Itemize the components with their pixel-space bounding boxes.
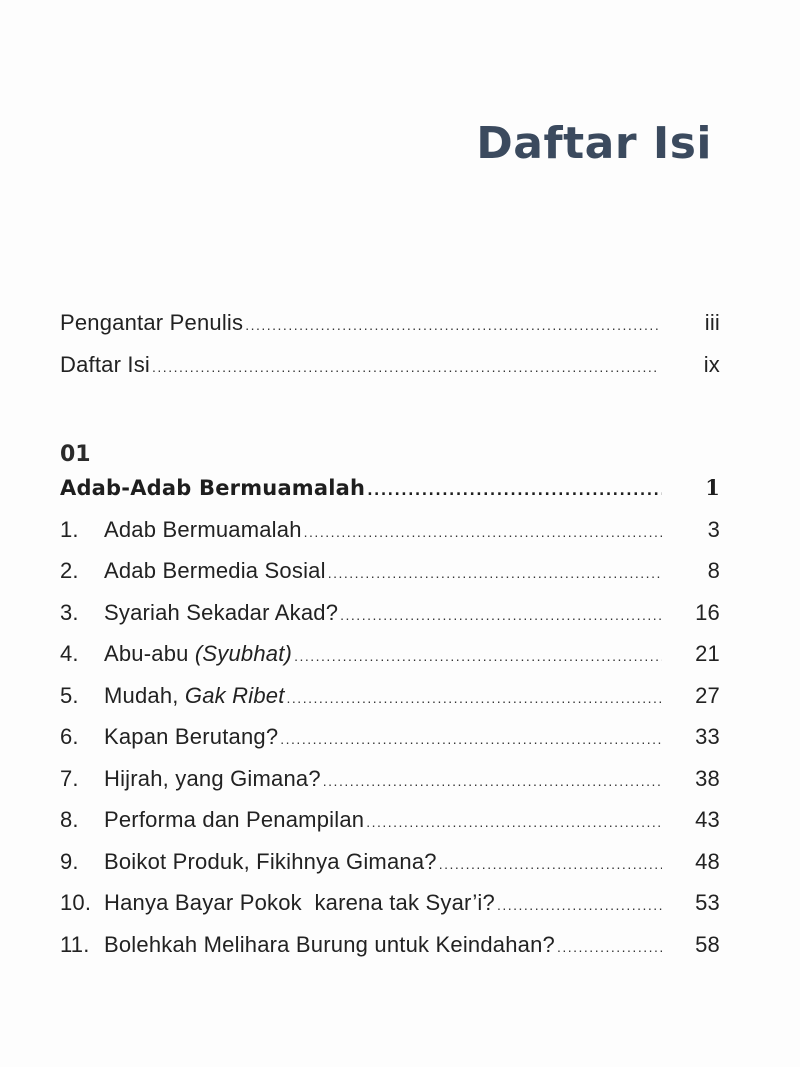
toc-entry xyxy=(60,724,720,766)
chapter-page: 1 xyxy=(705,475,720,500)
toc-entry-page: 38 xyxy=(695,765,720,791)
dot-leader xyxy=(557,939,662,955)
toc-entry-number: 2. xyxy=(60,558,79,583)
toc-entry-front-matter xyxy=(60,310,720,352)
toc-entry xyxy=(60,932,720,974)
toc-entry-label-text: Bolehkah Melihara Burung untuk Keindahan? xyxy=(104,931,555,957)
toc-entry-label xyxy=(104,517,302,543)
toc-entry-label: Pengantar Penulis xyxy=(60,310,244,335)
dot-leader xyxy=(280,731,662,747)
toc-entry-page: 3 xyxy=(707,516,720,542)
toc-entry-number: 3. xyxy=(60,599,79,625)
toc-entry-label xyxy=(104,849,437,875)
toc-entry xyxy=(60,600,720,642)
toc-entry-number: 1. xyxy=(60,516,79,542)
toc-entry-front-matter xyxy=(60,352,720,394)
toc-entry-page: ix xyxy=(703,351,720,377)
dot-leader xyxy=(366,814,662,830)
dot-leader xyxy=(439,856,662,872)
toc-entry-label-text: Hijrah, yang Gimana? xyxy=(104,765,321,791)
toc-entry-number: 4. xyxy=(60,641,79,666)
toc-entry-label-italic: (Syubhat) xyxy=(194,641,293,666)
toc-entry-label xyxy=(104,890,495,916)
toc-entry-label-text: Mudah, xyxy=(104,682,185,708)
toc-items-list xyxy=(60,517,720,974)
toc-entry-number: 5. xyxy=(60,682,79,708)
toc-entry xyxy=(60,683,720,725)
toc-entry xyxy=(60,849,720,891)
chapter-title: Adab-Adab Bermuamalah xyxy=(60,476,366,500)
toc-entry-page: 27 xyxy=(695,682,720,708)
toc-entry-label xyxy=(104,724,278,750)
toc-entry-label-text: Adab Bermuamalah xyxy=(104,516,302,542)
toc-entry-page: 58 xyxy=(695,931,720,957)
dot-leader xyxy=(245,317,658,333)
page-title: Daftar Isi xyxy=(476,118,712,169)
toc-entry xyxy=(60,890,720,932)
toc-entry xyxy=(60,558,720,600)
toc-entry-page: iii xyxy=(704,310,720,335)
toc-entry-label xyxy=(104,683,285,709)
toc-entry-label-text: Boikot Produk, Fikihnya Gimana? xyxy=(104,848,437,874)
toc-entry-number: 8. xyxy=(60,807,79,832)
dot-leader xyxy=(304,524,662,540)
toc-entry-page: 48 xyxy=(695,848,720,874)
toc-entry xyxy=(60,517,720,559)
toc-entry-page: 43 xyxy=(695,807,720,832)
toc-entry-label-text: Performa dan Penampilan xyxy=(104,807,365,832)
toc-entry-page: 8 xyxy=(707,558,720,583)
dot-leader xyxy=(328,565,662,581)
toc-entry-number: 9. xyxy=(60,848,79,874)
chapter-number: 01 xyxy=(60,442,91,467)
toc-entry-label-text: Adab Bermedia Sosial xyxy=(104,558,326,583)
dot-leader xyxy=(340,607,662,623)
toc-entry-number: 10. xyxy=(60,890,92,915)
toc-entry-label xyxy=(104,807,364,833)
toc-entry-label xyxy=(104,600,338,626)
toc-entry xyxy=(60,766,720,808)
toc-entry-number: 6. xyxy=(60,724,79,749)
toc-entry-label xyxy=(104,932,555,958)
dot-leader xyxy=(152,359,658,375)
dot-leader xyxy=(287,690,662,706)
toc-entry-page: 33 xyxy=(695,724,720,749)
dot-leader xyxy=(323,773,662,789)
toc-entry-label xyxy=(104,766,321,792)
toc-entry-label xyxy=(104,558,326,584)
toc-entry-label-italic: Gak Ribet xyxy=(184,682,285,708)
toc-entry-label: Daftar Isi xyxy=(60,351,151,377)
toc-entry-label-text: Kapan Berutang? xyxy=(104,724,279,749)
toc-entry-page: 16 xyxy=(695,599,720,625)
dot-leader xyxy=(367,483,662,499)
toc-entry-number: 7. xyxy=(60,765,79,791)
toc-entry-page: 53 xyxy=(695,890,720,915)
toc-entry xyxy=(60,641,720,683)
toc-entry-page: 21 xyxy=(695,641,720,666)
table-of-contents xyxy=(60,310,720,973)
toc-entry xyxy=(60,807,720,849)
toc-entry-label xyxy=(104,641,292,667)
toc-entry-label-text: Hanya Bayar Pokok karena tak Syar’i? xyxy=(104,890,495,915)
toc-entry-chapter xyxy=(60,475,720,517)
spacer xyxy=(60,393,720,417)
toc-entry-number: 11. xyxy=(60,931,90,957)
dot-leader xyxy=(497,897,662,913)
toc-entry-label-text: Syariah Sekadar Akad? xyxy=(104,599,339,625)
dot-leader xyxy=(294,648,662,664)
toc-entry-label-text: Abu-abu xyxy=(104,641,195,666)
